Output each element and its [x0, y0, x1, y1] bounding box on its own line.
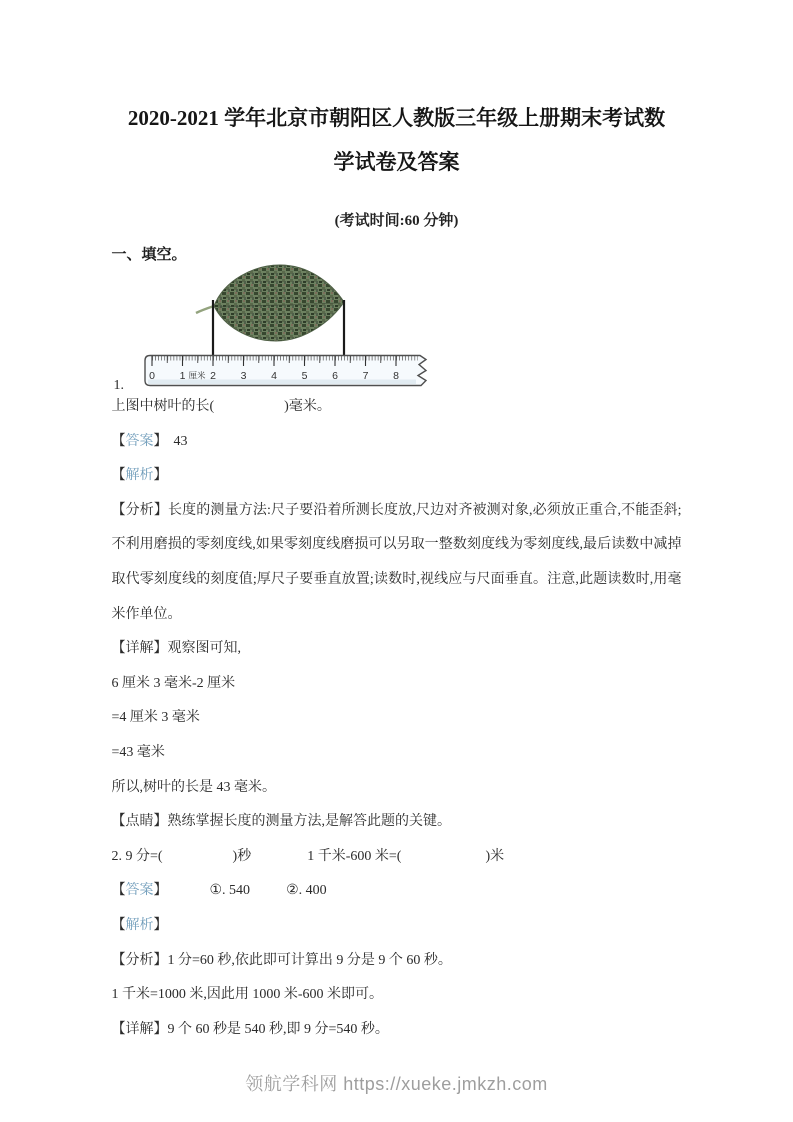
page-title	[112, 96, 682, 184]
question1-number: 1.	[113, 378, 124, 393]
q1-answer-value: 43	[173, 433, 188, 449]
question2-text: 2. 9 分=( )秒 1 千米-600 米=( )米	[111, 848, 505, 864]
q1-detail-intro: 【详解】观察图可知,	[111, 641, 241, 657]
leaf-stem	[196, 306, 214, 313]
bracket-close: 】	[153, 883, 168, 899]
ruler-number-2: 2	[209, 370, 216, 382]
ruler	[145, 356, 426, 386]
ruler-number-5: 5	[301, 370, 307, 382]
answer-label: 答案	[125, 433, 154, 449]
q1-step-1: 6 厘米 3 毫米-2 厘米	[111, 675, 236, 691]
q1-conclusion: 所以,树叶的长是 43 毫米。	[111, 779, 276, 795]
bracket-open: 【	[111, 917, 126, 933]
bracket-close: 】	[153, 917, 168, 933]
q1-step-3: =43 毫米	[111, 744, 165, 760]
q1-analysis-label	[112, 459, 682, 494]
bracket-close: 】	[153, 433, 168, 449]
q1-analysis-text: 【分析】长度的测量方法:尺子要沿着所测长度放,尺边对齐被测对象,必须放正重合,不能歪斜;不利用磨损的零刻度线,如果零刻度线磨损可以另取一整数刻度线为零刻度线,最后读数中减掉取代零刻度线的刻度值;厚尺子要垂直放置;读数时,视线应与尺面垂直。注意,此题读数时,用毫米作单位。	[111, 502, 682, 622]
leaf-blade	[214, 265, 344, 341]
q2-analysis-label	[112, 909, 682, 944]
answer-label: 答案	[125, 883, 154, 899]
section-heading-fill-blanks: 一、填空。	[111, 247, 187, 263]
exam-time-note: (考试时间:60 分钟)	[334, 213, 459, 229]
title-line-2: 学试卷及答案	[333, 150, 460, 174]
bracket-open: 【	[111, 883, 126, 899]
analysis-label: 解析	[125, 468, 154, 484]
q1-keypoint: 【点睛】熟练掌握长度的测量方法,是解答此题的关键。	[111, 814, 451, 830]
watermark-footer: 领航学科网 https://xueke.jmkzh.com	[245, 1074, 548, 1094]
ruler-number-8: 8	[392, 370, 399, 382]
ruler-number-1: 1	[179, 370, 185, 382]
q2-analysis-text-1: 【分析】1 分=60 秒,依此即可计算出 9 分是 9 个 60 秒。	[111, 952, 452, 968]
question1-text: 上图中树叶的长( )毫米。	[111, 399, 331, 414]
ruler-number-3: 3	[240, 370, 246, 382]
ruler-unit-label: 厘米	[187, 370, 206, 381]
title-line-1: 2020-2021 学年北京市朝阳区人教版三年级上册期末考试数	[127, 106, 666, 130]
ruler-number-4: 4	[270, 370, 277, 382]
ruler-mm-ticks	[152, 356, 418, 362]
ruler-number-6: 6	[331, 370, 338, 382]
analysis-label: 解析	[125, 917, 154, 933]
question1-figure	[112, 260, 682, 393]
bracket-open: 【	[111, 433, 126, 449]
bracket-close: 】	[153, 468, 168, 484]
q2-answer-line	[112, 874, 682, 909]
leaf-image	[196, 265, 344, 341]
q2-answer-item-2: ②. 400	[286, 883, 327, 899]
bracket-open: 【	[111, 468, 126, 484]
q1-step-2: =4 厘米 3 毫米	[111, 710, 200, 726]
ruler-number-7: 7	[362, 370, 368, 382]
q1-answer-line	[112, 425, 682, 460]
document-content	[112, 0, 682, 1047]
q2-answer-item-1: ①. 540	[209, 883, 251, 899]
q2-detail: 【详解】9 个 60 秒是 540 秒,即 9 分=540 秒。	[111, 1021, 389, 1037]
leaf-ruler-figure	[142, 260, 442, 390]
q2-analysis-text-2: 1 千米=1000 米,因此用 1000 米-600 米即可。	[111, 987, 384, 1003]
ruler-number-0: 0	[148, 370, 155, 382]
